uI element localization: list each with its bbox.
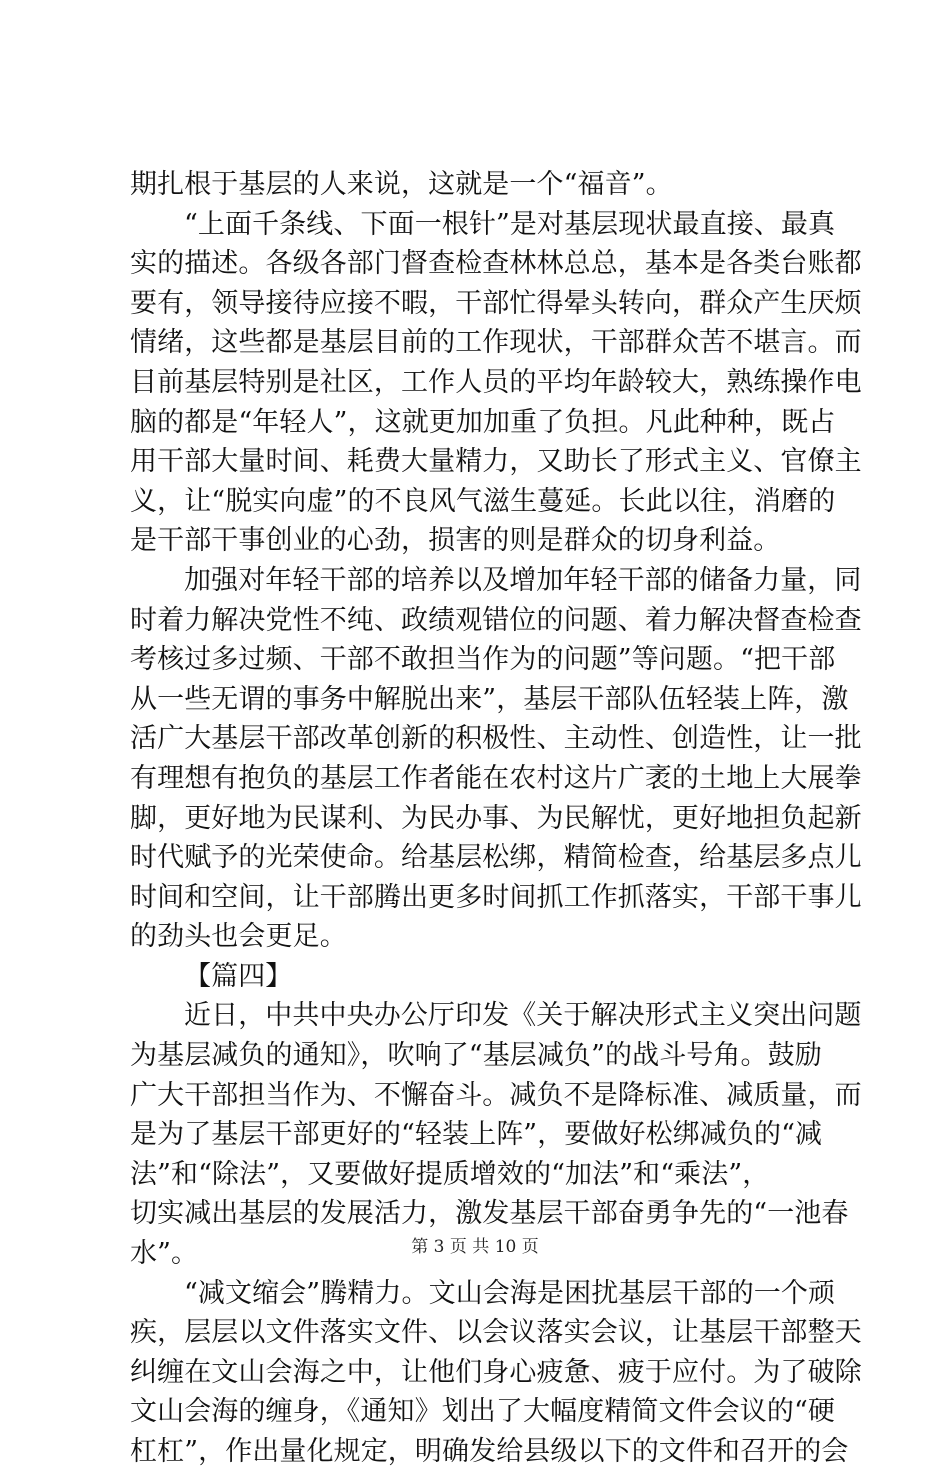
text-line: 要有，领导接待应接不暇，干部忙得晕头转向，群众产生厌烦 [130, 287, 862, 319]
text-line: 是干部干事创业的心劲，损害的则是群众的切身利益。 [130, 525, 781, 557]
text-line: 水”。 [130, 1238, 199, 1270]
text-line: 时着力解决党性不纯、政绩观错位的问题、着力解决督查检查 [130, 604, 862, 636]
text-line: 广大干部担当作为、不懈奋斗。减负不是降标准、减质量，而 [130, 1079, 862, 1111]
text-line: 加强对年轻干部的培养以及增加年轻干部的储备力量，同 [184, 564, 862, 596]
text-line: 杠杠”，作出量化规定，明确发给县级以下的文件和召开的会 [130, 1436, 849, 1467]
text-line: 近日，中共中央办公厅印发《关于解决形式主义突出问题 [184, 1000, 862, 1032]
text-line: 时间和空间，让干部腾出更多时间抓工作抓落实，干部干事儿 [130, 881, 862, 913]
text-line: 法”和“除法”，又要做好提质增效的“加法”和“乘法”， [130, 1158, 770, 1190]
text-line: 纠缠在文山会海之中，让他们身心疲惫、疲于应付。为了破除 [130, 1356, 862, 1388]
text-line: 脚，更好地为民谋利、为民办事、为民解忧，更好地担负起新 [130, 802, 862, 834]
text-line: 切实减出基层的发展活力，激发基层干部奋勇争先的“一池春 [130, 1198, 849, 1230]
text-line: 【篇四】 [184, 960, 293, 992]
text-line: 目前基层特别是社区，工作人员的平均年龄较大，熟练操作电 [130, 366, 862, 398]
text-line: 考核过多过频、干部不敢担当作为的问题”等问题。“把干部 [130, 644, 836, 676]
text-line: “上面千条线、下面一根针”是对基层现状最直接、最真 [184, 208, 836, 240]
text-line: 时代赋予的光荣使命。给基层松绑，精简检查，给基层多点儿 [130, 842, 862, 874]
text-line: 期扎根于基层的人来说，这就是一个“福音”。 [130, 169, 673, 200]
text-line: 是为了基层干部更好的“轻装上阵”，要做好松绑减负的“减 [130, 1119, 823, 1151]
text-line: 文山会海的缠身，《通知》划出了大幅度精简文件会议的“硬 [130, 1396, 836, 1428]
text-line: 情绪，这些都是基层目前的工作现状，干部群众苦不堪言。而 [130, 327, 862, 359]
text-line: 用干部大量时间、耗费大量精力，又助长了形式主义、官僚主 [130, 446, 862, 478]
text-line: 有理想有抱负的基层工作者能在农村这片广袤的土地上大展拳 [130, 762, 862, 794]
text-line: 为基层减负的通知》，吹响了“基层减负”的战斗号角。鼓励 [130, 1040, 822, 1072]
text-line: 疾，层层以文件落实文件、以会议落实会议，让基层干部整天 [130, 1317, 862, 1349]
page-footer: 第 3 页 共 10 页 [411, 1237, 539, 1257]
text-line: 实的描述。各级各部门督查检查林林总总，基本是各类台账都 [130, 248, 862, 280]
text-line: 脑的都是“年轻人”，这就更加加重了负担。凡此种种，既占 [130, 406, 836, 438]
text-line: 义，让“脱实向虚”的不良风气滋生蔓延。长此以往，消磨的 [130, 485, 836, 517]
text-line: 活广大基层干部改革创新的积极性、主动性、创造性，让一批 [130, 723, 862, 755]
text-line: “减文缩会”腾精力。文山会海是困扰基层干部的一个顽 [184, 1277, 836, 1309]
body-text [130, 165, 862, 1472]
text-line: 从一些无谓的事务中解脱出来”，基层干部队伍轻装上阵，激 [130, 683, 849, 715]
text-line: 的劲头也会更足。 [130, 921, 347, 953]
